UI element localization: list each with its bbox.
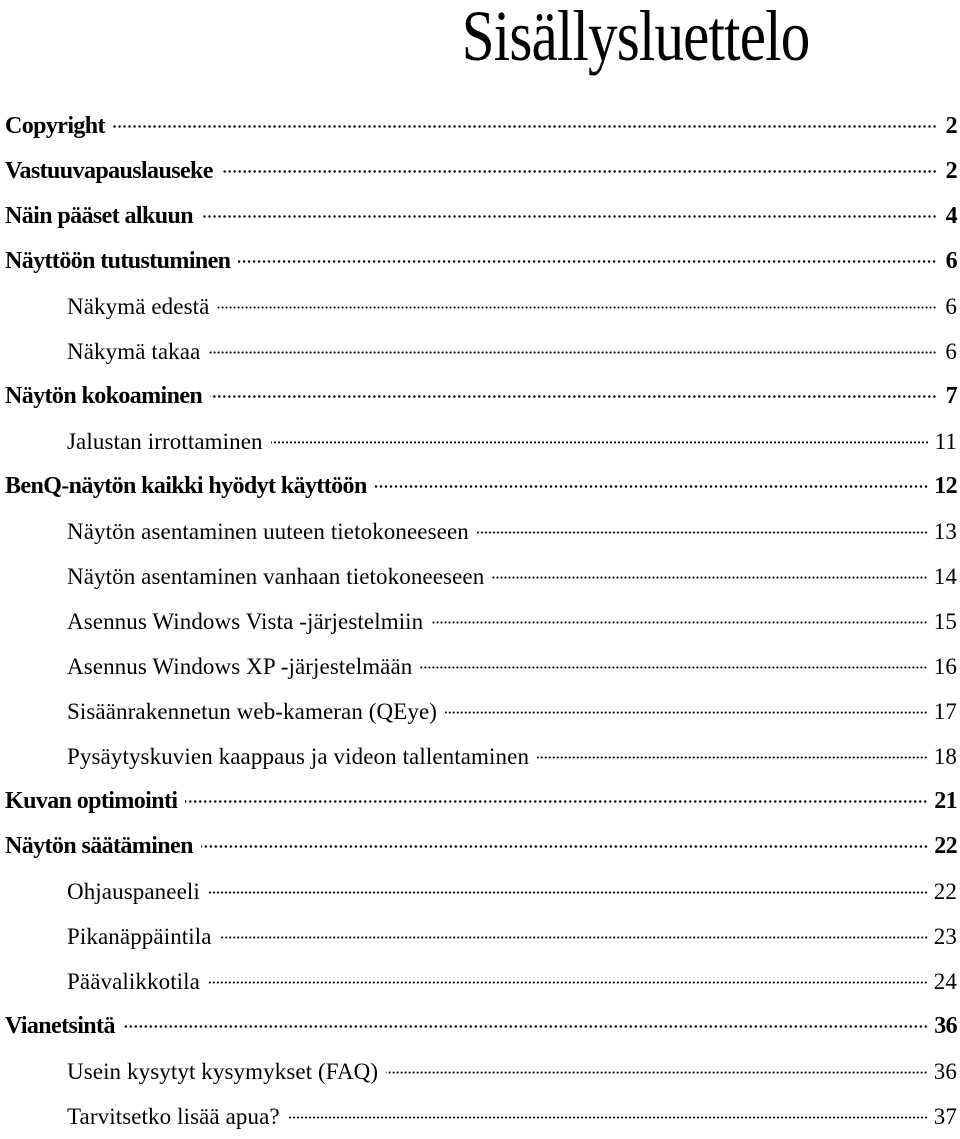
toc-subentry[interactable] <box>5 284 957 329</box>
toc-entry-label: Vianetsintä <box>5 1013 115 1039</box>
toc-page-number: 14 <box>933 564 957 589</box>
toc-entry-label: Vastuuvapauslauseke <box>5 158 213 184</box>
toc-subentry[interactable] <box>5 599 957 644</box>
toc-subentry[interactable] <box>5 914 957 959</box>
toc-entry-label: Kuvan optimointi <box>5 788 178 814</box>
toc-entry-label: Päävalikkotila <box>67 969 200 994</box>
toc-page-number: 16 <box>933 654 957 679</box>
toc-page-number: 6 <box>945 294 957 319</box>
toc-page-number: 36 <box>933 1059 957 1084</box>
dot-leader <box>537 756 928 759</box>
table-of-contents <box>5 104 957 1139</box>
toc-page-number: 17 <box>933 699 957 724</box>
toc-page-number: 11 <box>934 429 957 454</box>
toc-page-number: 22 <box>933 879 957 904</box>
toc-subentry[interactable] <box>5 509 957 554</box>
toc-subentry[interactable] <box>5 644 957 689</box>
toc-page-number: 18 <box>933 744 957 769</box>
toc-entry-label: Näytön asentaminen vanhaan tietokoneeseen <box>67 564 485 589</box>
toc-page-number: 6 <box>945 339 957 364</box>
toc-entry-label: Ohjauspaneeli <box>67 879 200 904</box>
dot-leader <box>238 260 937 263</box>
toc-page-number: 23 <box>933 924 957 949</box>
toc-page-number: 37 <box>933 1104 957 1129</box>
toc-page-number: 24 <box>933 969 957 994</box>
toc-page-number: 22 <box>934 833 957 859</box>
dot-leader <box>210 395 937 398</box>
toc-entry-label: Copyright <box>5 113 105 139</box>
toc-page-number: 2 <box>945 158 957 184</box>
toc-page-number: 21 <box>934 788 957 814</box>
toc-subentry[interactable] <box>5 329 957 374</box>
toc-entry-label: Pysäytyskuvien kaappaus ja videon tallentaminen <box>67 744 530 769</box>
toc-subentry[interactable] <box>5 869 957 914</box>
dot-leader <box>208 981 928 984</box>
toc-entry[interactable] <box>5 779 957 824</box>
toc-page-number: 7 <box>945 383 957 409</box>
toc-subentry[interactable] <box>5 419 957 464</box>
dot-leader <box>201 845 928 848</box>
toc-entry-label: Jalustan irrottaminen <box>67 429 263 454</box>
dot-leader <box>375 485 928 488</box>
toc-entry-label: Usein kysytyt kysymykset (FAQ) <box>67 1059 379 1084</box>
dot-leader <box>477 531 928 534</box>
toc-entry-label: Pikanäppäintila <box>67 924 212 949</box>
toc-page-number: 6 <box>945 248 957 274</box>
page-title: Sisällysluettelo <box>461 0 810 76</box>
toc-entry-label: Näytön asentaminen uuteen tietokoneeseen <box>67 519 469 544</box>
toc-entry-label: Näytön säätäminen <box>5 833 193 859</box>
toc-subentry[interactable] <box>5 1049 957 1094</box>
dot-leader <box>420 666 927 669</box>
toc-subentry[interactable] <box>5 1094 957 1139</box>
dot-leader <box>271 441 929 444</box>
toc-entry-label: Tarvitsetko lisää apua? <box>67 1104 280 1129</box>
toc-page-number: 15 <box>933 609 957 634</box>
toc-subentry[interactable] <box>5 689 957 734</box>
toc-subentry[interactable] <box>5 959 957 1004</box>
toc-page-number: 4 <box>945 203 957 229</box>
dot-leader <box>445 711 928 714</box>
toc-subentry[interactable] <box>5 734 957 779</box>
toc-page-number: 36 <box>934 1013 957 1039</box>
toc-entry-label: Sisäänrakennetun web-kameran (QEye) <box>67 699 438 724</box>
toc-entry[interactable] <box>5 239 957 284</box>
dot-leader <box>386 1071 928 1074</box>
dot-leader <box>288 1116 928 1119</box>
dot-leader <box>220 936 928 939</box>
toc-entry-label: Näin pääset alkuun <box>5 203 193 229</box>
dot-leader <box>221 170 937 173</box>
dot-leader <box>185 800 928 803</box>
toc-entry-label: Näkymä edestä <box>67 294 210 319</box>
toc-entry-label: Näyttöön tutustuminen <box>5 248 231 274</box>
dot-leader <box>123 1025 928 1028</box>
toc-entry[interactable] <box>5 1004 957 1049</box>
toc-entry[interactable] <box>5 464 957 509</box>
toc-entry-label: BenQ-näytön kaikki hyödyt käyttöön <box>5 473 367 499</box>
dot-leader <box>217 306 937 309</box>
dot-leader <box>208 891 928 894</box>
toc-entry-label: Näytön kokoaminen <box>5 383 203 409</box>
toc-subentry[interactable] <box>5 554 957 599</box>
dot-leader <box>492 576 927 579</box>
toc-entry-label: Asennus Windows XP -järjestelmään <box>67 654 413 679</box>
dot-leader <box>208 351 937 354</box>
dot-leader <box>201 215 937 218</box>
toc-entry-label: Asennus Windows Vista -järjestelmiin <box>67 609 424 634</box>
dot-leader <box>431 621 928 624</box>
toc-entry[interactable] <box>5 149 957 194</box>
toc-entry[interactable] <box>5 104 957 149</box>
toc-entry[interactable] <box>5 374 957 419</box>
toc-page-number: 13 <box>933 519 957 544</box>
toc-page-number: 12 <box>934 473 957 499</box>
toc-page-number: 2 <box>945 113 957 139</box>
toc-entry[interactable] <box>5 824 957 869</box>
dot-leader <box>113 125 937 128</box>
toc-entry-label: Näkymä takaa <box>67 339 201 364</box>
toc-entry[interactable] <box>5 194 957 239</box>
